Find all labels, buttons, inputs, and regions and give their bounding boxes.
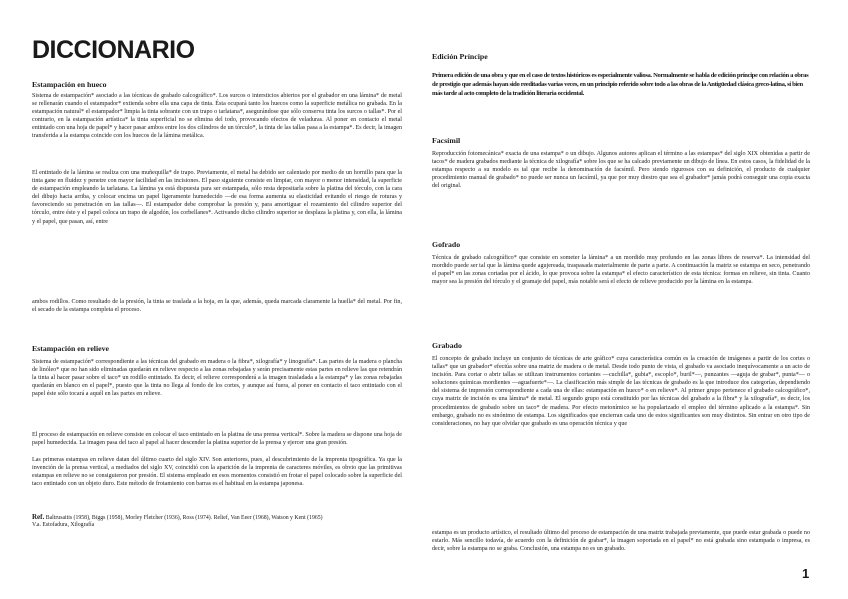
page-number: 1 [802,566,810,581]
entry-body [32,358,402,398]
entry-body [432,254,810,286]
entry-body [432,72,810,98]
entry-heading: Grabado [432,341,462,350]
entry-body [432,529,810,553]
entry-body [432,150,810,190]
entry-heading: Edición Príncipe [432,52,488,61]
references [32,514,402,530]
entry-estampacion-hueco [32,80,402,89]
entry-estampacion-relieve [32,344,402,353]
paragraph: Primera edición de una obra y que en el caso de textos históricos es especialmente valiosa. Normalmente se habla de edición príncipe con relación a obras de prestigio que además hayan sido reeditadas varias veces, en un principio referido sobre todo a las obras de la Antigüedad clásica greco-latina, si bien más tarde al acto completo de la tradición literaria occidental. [432,72,809,97]
paragraph: El proceso de estampación en relieve consiste en colocar el taco entintado en la platina de una prensa vertical*. Sobre la madera se dispone una hoja de papel humedecida. La imagen pasa del taco al papel al hacer descender la platina superior de la prensa y ejercer una gran presión. [32,432,402,447]
entry-body [432,355,810,428]
entry-body [32,456,402,488]
paragraph: Sistema de estampación* correspondiente a las técnicas del grabado en madera o la fibra*, xilografía* y linografía*. Las partes de la madera o plancha de linóleo* que no han sido eliminadas quedarán en relieve respecto a las zonas rebajadas y serán precisamente estas partes en relieve las que retendrán la tinta al hacer pasar sobre el taco* un rodillo entintado. Es decir, el relieve corresponderá a la imagen trasladada a la estampa* y las zonas rebajadas quedarán en blanco en el papel*, puesto que la tinta no llega al fondo de los cortes, y aunque así fuera, al poner en contacto el taco entintado con el papel éste sólo tocará a aquél en las partes en relieve. [32,359,402,398]
entry-gofrado [432,240,810,249]
references-tag: Ref. [32,513,45,521]
paragraph: Las primeras estampas en relieve datan del último cuarto del siglo XIV. Son anteriores, pues, al descubrimiento de la imprenta tipográfica. Ya que la invención de la prensa vertical, a mediados del siglo XV, coincidió con la aparición de la imprenta de caracteres móviles, es obvio que las primitivas estampas en relieve no se consiguieron por presión. El sistema empleado en esos momentos consistió en frotar el papel colocado sobre la superficie del taco entintado con un objeto duro. Este método de frotamiento con barras es el habitual en la estampa japonesa. [32,457,402,488]
entry-body [32,169,402,226]
entry-heading: Estampación en relieve [32,344,109,353]
entry-heading: Gofrado [432,240,461,249]
paragraph: El entintado de la lámina se realiza con una muñequilla* de trapo. Previamente, el metal ha debido ser calentado por medio de un hornillo para que la tinta gane en fluidez y penetre con mayor facilidad en las incisiones. El paso siguiente consiste en limpiar, con mayor o menor intensidad, la superficie de estampación empleando la tarlatana. La lámina ya está dispuesta para ser estampada, sólo resta depositarla sobre la platina del tórculo, con la cara del dibujo hacia arriba, y colocar encima un papel ligeramente humedecido —de esa forma aumenta su elasticidad evitando el riesgo de roturas y favoreciendo su penetración en las tallas—. El estampador debe comprobar la presión y, para amortiguar el rozamiento del cilindro superior del tórculo, entre éste y el papel coloca un trapo de algodón, los corbellanes*. Activando dicho cilindro superior se desplaza la platina y, con ella, la lámina y el papel, que pasan, así, entre [32,170,402,225]
paragraph: Reproducción fotomecánica* exacta de una estampa* o un dibujo. Algunos autores aplican el término a las estampas* del siglo XIX obtenidas a partir de tacos* de madera grabados mediante la técnica de xilografía* sobre los que se ha calcado previamente un dibujo de línea. En estos casos, la fidelidad de la estampa respecto a su modelo es tal que recibe la denominación de facsímil. Pero siendo rigurosos con su definición, el producto de cualquier procedimiento manual de grabado* no puede ser nunca un facsímil, ya que por muy diestro que sea el grabador* jamás podrá conseguir una copia exacta del original. [432,151,810,190]
entry-heading: Estampación en hueco [32,80,107,89]
see-also: V.a. Estofadura, Xilografía [32,522,95,529]
paragraph: Sistema de estampación* asociado a las técnicas de grabado calcográfico*. Los surcos o intersticios abiertos por el grabador en una lámina* de metal se rellenarán cuando el estampador* extienda sobre ella una capa de tinta. Ésta ocupará tanto los huecos como la superficie metálica no grabada. En la estampación natural* el estampador* limpia la tinta sobrante con un trapo o tarlatana*, asegurándose que sólo conserva tinta los surcos o tallas*. Por el contrario, en la estampación artística* la tinta superficial no se elimina del todo, provocando efectos de veladuras. Al poner en contacto el metal entintado con una hoja de papel* y hacer pasar ambos entre los dos cilindros de un tórculo*, la tinta de las tallas pasa a la estampa*. Es decir, la imagen transferida a la estampa coincide con los huecos de la lámina metálica. [32,93,402,140]
entry-body [32,298,402,314]
paragraph: estampa es un producto artístico, el resultado último del proceso de estampación de una matriz trabajada previamente, que puede estar grabada o puede no estarlo. Más sencillo todavía, de acuerdo con la definición de grabar*, la imagen soportada en el papel* no está grabada sino estampada o impresa, es decir, sobre la estampa no se graba. Conclusión, una estampa no es un grabado. [432,530,810,553]
entry-grabado [432,341,810,350]
entry-heading: Facsímil [432,136,461,145]
page-title: DICCIONARIO [32,36,195,64]
entry-body [32,92,402,141]
paragraph: ambos rodillos. Como resultado de la presión, la tinta se traslada a la hoja, en la que, además, queda marcada claramente la huella* del metal. Por fin, el secado de la estampa completa el proceso. [32,299,402,314]
entry-body [32,431,402,447]
paragraph: Técnica de grabado calcográfico* que consiste en someter la lámina* a un mordido muy profundo en las zonas libres de reserva*. La intensidad del mordido puede ser tal que la lámina quede agujereada, traspasada materialmente de parte a parte. A continuación la matriz se estampa en seco, penetrando el papel* en las zonas cortadas por el ácido, lo que provoca sobre la estampa* el efecto característico de esta técnica: formas en relieve, sin tinta. Cuanto mayor sea la presión del tórculo y el gramaje del papel, más notable será el efecto de relieve producido por la lámina en la estampa. [432,255,810,286]
paragraph: El concepto de grabado incluye un conjunto de técnicas de arte gráfico* cuya característica común es la creación de imágenes a partir de los cortes o tallas* que un grabador* efectúa sobre una matriz de madera o de metal. Desde todo punto de vista, el grabado va asociado inequívocamente a un acto de incisión. Para cortar o abrir tallas se utilizan instrumentos cortantes —cuchilla*, gubia*, escoplo*, buril*—, punzantes —aguja de grabar*, punta*— o soluciones químicas mordientes —aguafuerte*—. La clasificación más simple de las técnicas de grabado es la que introduce dos categorías, dependiendo del sistema de impresión correspondiente a cada una de ellas: estampación en hueco* o en relieve*. Al primer grupo pertenece el grabado calcográfico*, cuya matriz de incisión es una lámina* de metal. El segundo grupo está constituido por las técnicas del grabado a la fibra* y la xilografía*, es decir, los procedimientos de grabado sobre un taco* de madera. Por efecto metonímico se ha popularizado el empleo del término aplicado a la estampa*. Sin embargo, grabado no es sinónimo de estampa. Los significados que encierran cada uno de estos significantes son muy distintos. Sin entrar en otro tipo de consideraciones, no hay que olvidar que grabado es una operación técnica y que [432,356,810,427]
entry-edicion-principe [432,52,810,61]
entry-facsimil [432,136,810,145]
references-text: Baltrusaitis (1958), Biggs (1958), Morley Fletcher (1936), Ross (1974). Relief, Van Eeer (1968), Watson y Kent (1965) [45,515,323,521]
